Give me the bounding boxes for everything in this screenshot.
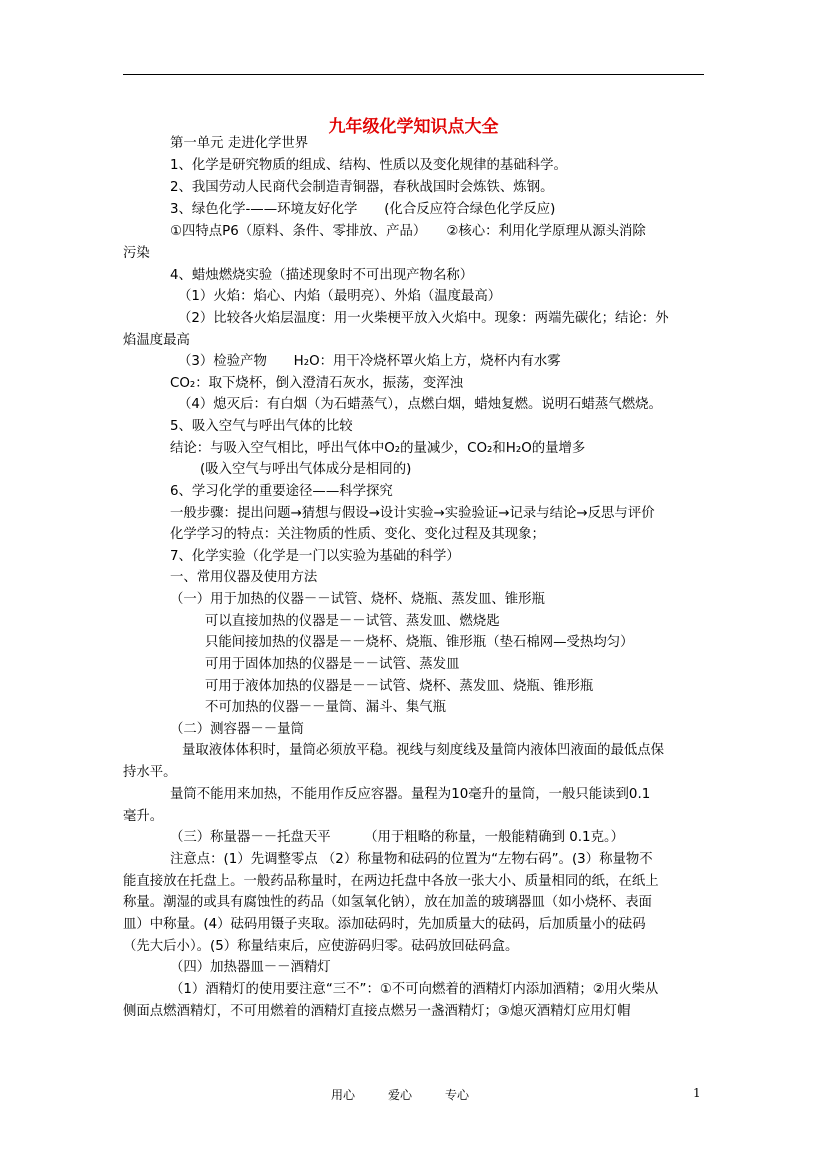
text-line: 量取液体体积时，量筒必须放平稳。视线与刻度线及量筒内液体凹液面的最低点保	[182, 743, 665, 758]
text-line: 注意点：(1）先调整零点 （2）称量物和砝码的位置为“左物右码”。(3）称量物不	[170, 852, 653, 867]
text-line: 焰温度最高	[123, 333, 190, 348]
text-line: 一、常用仪器及使用方法	[170, 570, 318, 585]
footer-motto: 专心	[445, 1088, 470, 1102]
text-line: （四）加热器皿－－酒精灯	[170, 960, 331, 975]
text-line: 皿）中称量。(4）砝码用镊子夹取。添加砝码时，先加质量大的砝码，后加质量小的砝码	[123, 917, 646, 932]
text-line: （二）测容器－－量筒	[170, 722, 304, 737]
text-line: 7、化学实验（化学是一门以实验为基础的科学）	[170, 549, 460, 564]
text-line: （4）熄灭后：有白烟（为石蜡蒸气），点燃白烟，蜡烛复燃。说明石蜡蒸气燃烧。	[178, 397, 662, 412]
page-title: 九年级化学知识点大全	[328, 117, 499, 137]
text-line: 可用于固体加热的仪器是－－试管、蒸发皿	[205, 657, 460, 672]
text-line: 可以直接加热的仪器是－－试管、蒸发皿、燃烧匙	[205, 614, 500, 629]
text-line: 第一单元 走进化学世界	[170, 136, 309, 151]
text-line: 称量。潮湿的或具有腐蚀性的药品（如氢氧化钠），放在加盖的玻璃器皿（如小烧杯、表面	[123, 895, 652, 910]
text-line: 只能间接加热的仪器是－－烧杯、烧瓶、锥形瓶（垫石棉网—受热均匀）	[205, 635, 634, 650]
text-line: 不可加热的仪器－－量筒、漏斗、集气瓶	[205, 700, 447, 715]
text-line: （2）比较各火焰层温度：用一火柴梗平放入火焰中。现象：两端先碳化；结论：外	[178, 311, 669, 326]
text-line: 4、蜡烛燃烧实验（描述现象时不可出现产物名称）	[170, 268, 474, 283]
page-number: 1	[693, 1086, 701, 1100]
text-line: 可用于液体加热的仪器是－－试管、烧杯、蒸发皿、烧瓶、锥形瓶	[205, 679, 594, 694]
header-rule	[123, 74, 704, 75]
text-line: 6、学习化学的重要途径——科学探究	[170, 484, 393, 499]
text-line: 污染	[123, 246, 150, 261]
text-line: 能直接放在托盘上。一般药品称量时，在两边托盘中各放一张大小、质量相同的纸，在纸上	[123, 874, 659, 889]
text-line: ①四特点P6（原料、条件、零排放、产品） ②核心：利用化学原理从源头消除	[170, 224, 646, 239]
footer-motto: 爱心	[388, 1088, 413, 1102]
text-line: 一般步骤：提出问题→猜想与假设→设计实验→实验验证→记录与结论→反思与评价	[170, 506, 655, 521]
text-line: 2、我国劳动人民商代会制造青铜器，春秋战国时会炼铁、炼钢。	[170, 180, 554, 195]
text-line: （先大后小）。(5）称量结束后，应使游码归零。砝码放回砝码盒。	[123, 939, 519, 954]
text-line: 5、吸入空气与呼出气体的比较	[170, 419, 353, 434]
text-line: （1）火焰：焰心、内焰（最明亮）、外焰（温度最高）	[178, 289, 502, 304]
footer-motto: 用心	[331, 1088, 356, 1102]
text-line: （3）检验产物 H₂O：用干冷烧杯罩火焰上方，烧杯内有水雾	[178, 354, 561, 369]
text-line: CO₂：取下烧杯，倒入澄清石灰水，振荡，变浑浊	[170, 376, 464, 391]
text-line: 毫升。	[123, 809, 164, 824]
text-line: 3、绿色化学-——环境友好化学 (化合反应符合绿色化学反应)	[170, 202, 556, 217]
text-line: （一）用于加热的仪器－－试管、烧杯、烧瓶、蒸发皿、锥形瓶	[170, 592, 545, 607]
text-line: 结论：与吸入空气相比，呼出气体中O₂的量减少，CO₂和H₂O的量增多	[170, 441, 586, 456]
text-line: 1、化学是研究物质的组成、结构、性质以及变化规律的基础科学。	[170, 158, 567, 173]
text-line: （三）称量器－－托盘天平 （用于粗略的称量，一般能精确到 0.1克。）	[170, 830, 625, 845]
text-line: 持水平。	[123, 765, 177, 780]
text-line: (吸入空气与呼出气体成分是相同的)	[200, 462, 412, 477]
text-line: 化学学习的特点：关注物质的性质、变化、变化过程及其现象；	[170, 527, 545, 542]
text-line: 侧面点燃酒精灯，不可用燃着的酒精灯直接点燃另一盏酒精灯；③熄灭酒精灯应用灯帽	[123, 1004, 631, 1019]
text-line: 量筒不能用来加热，不能用作反应容器。量程为10毫升的量筒，一般只能读到0.1	[170, 787, 651, 802]
text-line: （1）酒精灯的使用要注意“三不”：①不可向燃着的酒精灯内添加酒精；②用火柴从	[170, 982, 659, 997]
